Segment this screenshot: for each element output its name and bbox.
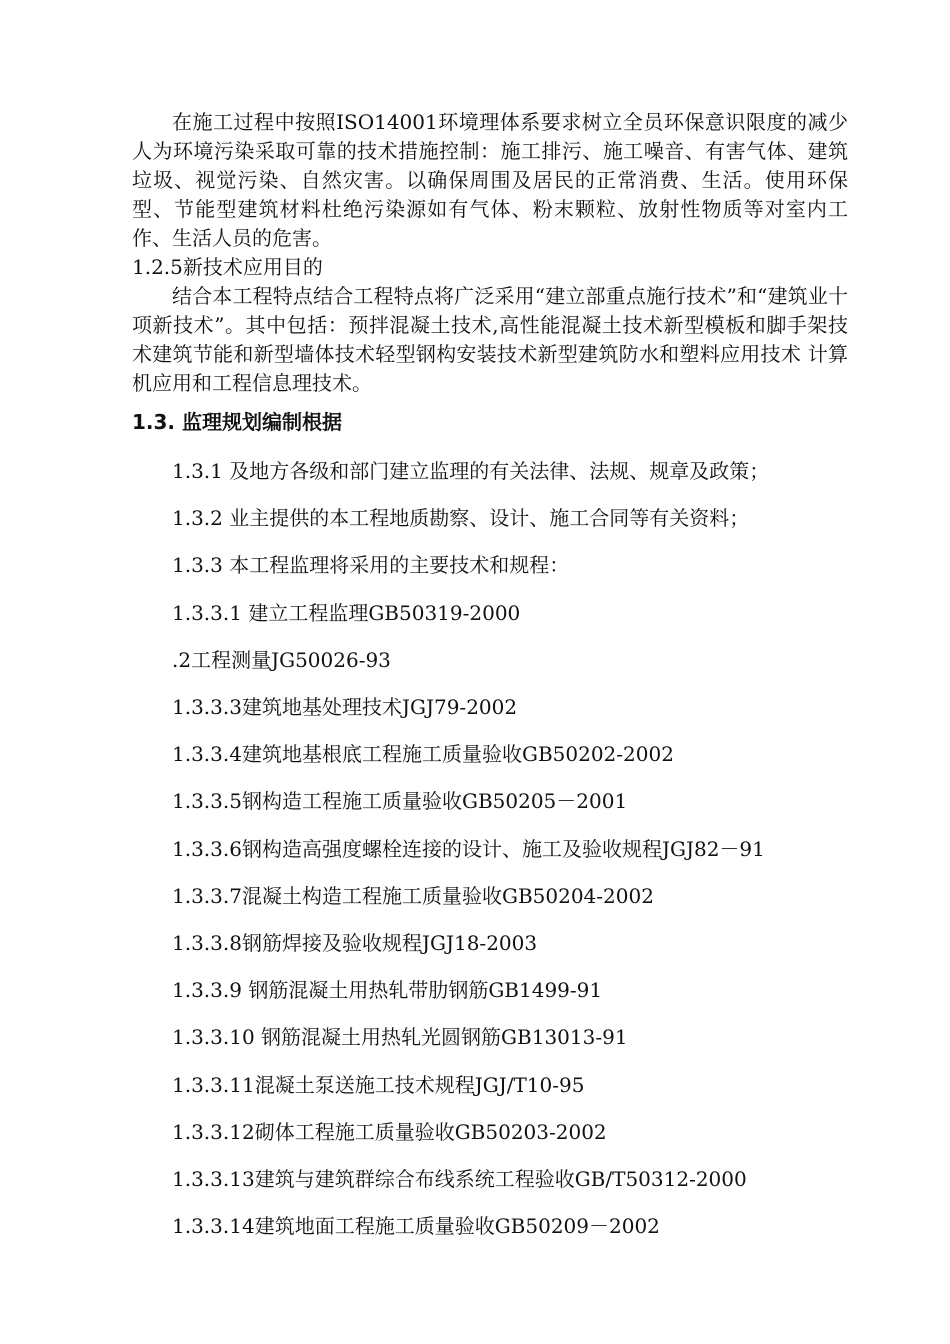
list-item: 1.3.1 及地方各级和部门建立监理的有关法律、法规、规章及政策； xyxy=(172,459,770,484)
list-item: 1.3.3.6钢构造高强度螺栓连接的设计、施工及验收规程JGJ82－91 xyxy=(172,836,765,861)
list-item: 1.3.3.9 钢筋混凝土用热轧带肋钢筋GB1499-91 xyxy=(172,978,603,1003)
tech-paragraph: 结合本工程特点结合工程特点将广泛采用“建立部重点施行技术”和“建筑业十项新技术”。其中包括：预拌混凝土技术,高性能混凝土技术新型模板和脚手架技术建筑节能和新型墙体技术轻型钢构安装技术新型建筑防水和塑料应用技术 计算机应用和工程信息理技术。 xyxy=(132,284,848,395)
list-item: 1.3.3.1 建立工程监理GB50319-2000 xyxy=(172,600,521,625)
list-item: 1.3.3 本工程监理将采用的主要技术和规程： xyxy=(172,553,570,578)
list-item: 1.3.3.4建筑地基根底工程施工质量验收GB50202-2002 xyxy=(172,742,674,767)
document-page xyxy=(132,108,848,1250)
list-item: .2工程测量JG50026-93 xyxy=(172,647,391,672)
list-item: 1.3.3.13建筑与建筑群综合布线系统工程验收GB/T50312-2000 xyxy=(172,1166,747,1191)
list-item: 1.3.3.10 钢筋混凝土用热轧光圆钢筋GB13013-91 xyxy=(172,1025,628,1050)
list-item: 1.3.3.8钢筋焊接及验收规程JGJ18-2003 xyxy=(172,930,538,955)
basis-list xyxy=(132,448,848,1250)
list-item: 1.3.3.3建筑地基处理技术JGJ79-2002 xyxy=(172,695,518,720)
section-heading: 1.3. 监理规划编制根据 xyxy=(132,410,342,434)
list-item: 1.3.3.5钢构造工程施工质量验收GB50205－2001 xyxy=(172,789,628,814)
list-item: 1.3.2 业主提供的本工程地质勘察、设计、施工合同等有关资料； xyxy=(172,506,750,531)
list-item: 1.3.3.11混凝土泵送施工技术规程JGJ/T10-95 xyxy=(172,1072,585,1097)
list-item: 1.3.3.12砌体工程施工质量验收GB50203-2002 xyxy=(172,1119,607,1144)
subsection-heading: 1.2.5新技术应用目的 xyxy=(132,255,323,279)
list-item: 1.3.3.7混凝土构造工程施工质量验收GB50204-2002 xyxy=(172,883,654,908)
list-item: 1.3.3.14建筑地面工程施工质量验收GB50209－2002 xyxy=(172,1214,660,1239)
intro-paragraph: 在施工过程中按照ISO14001环境理体系要求树立全员环保意识限度的减少人为环境污染采取可靠的技术措施控制：施工排污、施工噪音、有害气体、建筑垃圾、视觉污染、自然灾害。以确保周围及居民的正常消费、生活。使用环保型、节能型建筑材料杜绝污染源如有气体、粉末颗粒、放射性物质等对室内工作、生活人员的危害。 xyxy=(132,110,848,250)
